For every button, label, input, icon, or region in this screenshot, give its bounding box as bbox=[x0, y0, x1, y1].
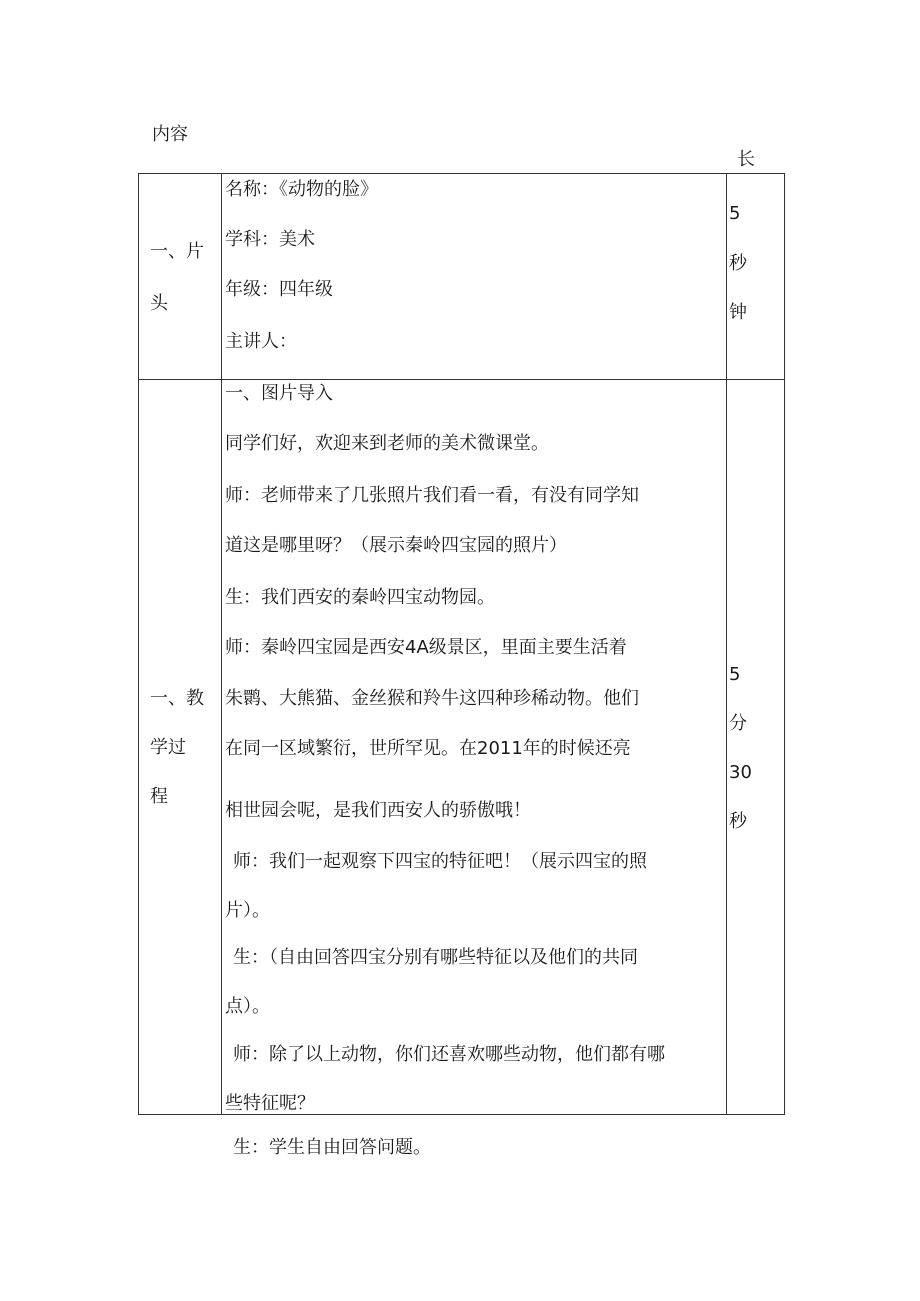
content-line: 朱鹮、大熊猫、金丝猴和羚牛这四种珍稀动物。他们 bbox=[225, 688, 639, 709]
section-label-line: 学过 bbox=[150, 737, 186, 758]
footer-line: 生：学生自由回答问题。 bbox=[233, 1137, 431, 1158]
content-line: 师：除了以上动物，你们还喜欢哪些动物，他们都有哪 bbox=[233, 1044, 665, 1065]
content-line: 年级：四年级 bbox=[225, 279, 333, 300]
content-line: 名称：《动物的脸》 bbox=[225, 179, 378, 200]
content-line: 些特征呢？ bbox=[225, 1093, 315, 1114]
section-label-line: 一、教 bbox=[150, 688, 204, 709]
content-line: 师：老师带来了几张照片我们看一看，有没有同学知 bbox=[225, 485, 639, 506]
content-line: 道这是哪里呀？（展示秦岭四宝园的照片） bbox=[225, 535, 567, 556]
table-top-border bbox=[138, 173, 785, 174]
section-label-line: 一、片 bbox=[150, 241, 204, 262]
duration-header-label: 长 bbox=[737, 149, 755, 170]
content-line: 片）。 bbox=[225, 900, 270, 921]
row-divider bbox=[138, 379, 785, 380]
section-label-line: 程 bbox=[150, 786, 168, 807]
section-label-line: 头 bbox=[150, 293, 168, 314]
content-line: 同学们好，欢迎来到老师的美术微课堂。 bbox=[225, 433, 549, 454]
duration-line: 秒 bbox=[729, 811, 747, 832]
content-header-label: 内容 bbox=[152, 124, 188, 145]
duration-line: 30 bbox=[729, 762, 752, 783]
content-line: 师：我们一起观察下四宝的特征吧！（展示四宝的照 bbox=[233, 851, 647, 872]
duration-line: 秒 bbox=[729, 253, 747, 274]
content-line: 主讲人： bbox=[225, 331, 297, 352]
column-divider-2 bbox=[726, 173, 727, 1115]
content-line: 点）。 bbox=[225, 996, 270, 1017]
content-line: 在同一区域繁衍，世所罕见。在2011年的时候还亮 bbox=[225, 738, 631, 759]
content-line: 师：秦岭四宝园是西安4A级景区，里面主要生活着 bbox=[225, 637, 627, 658]
content-line: 学科：美术 bbox=[225, 229, 315, 250]
content-line: 生：我们西安的秦岭四宝动物园。 bbox=[225, 587, 495, 608]
table-right-border bbox=[784, 173, 785, 1115]
content-line: 一、图片导入 bbox=[225, 383, 333, 404]
duration-line: 5 bbox=[729, 203, 741, 224]
content-line: 相世园会呢，是我们西安人的骄傲哦！ bbox=[225, 800, 531, 821]
column-divider-1 bbox=[221, 173, 222, 1115]
duration-line: 分 bbox=[729, 713, 747, 734]
table-left-border bbox=[138, 173, 139, 1115]
duration-line: 钟 bbox=[729, 302, 747, 323]
content-line: 生：（自由回答四宝分别有哪些特征以及他们的共同 bbox=[233, 947, 638, 968]
duration-line: 5 bbox=[729, 664, 741, 685]
